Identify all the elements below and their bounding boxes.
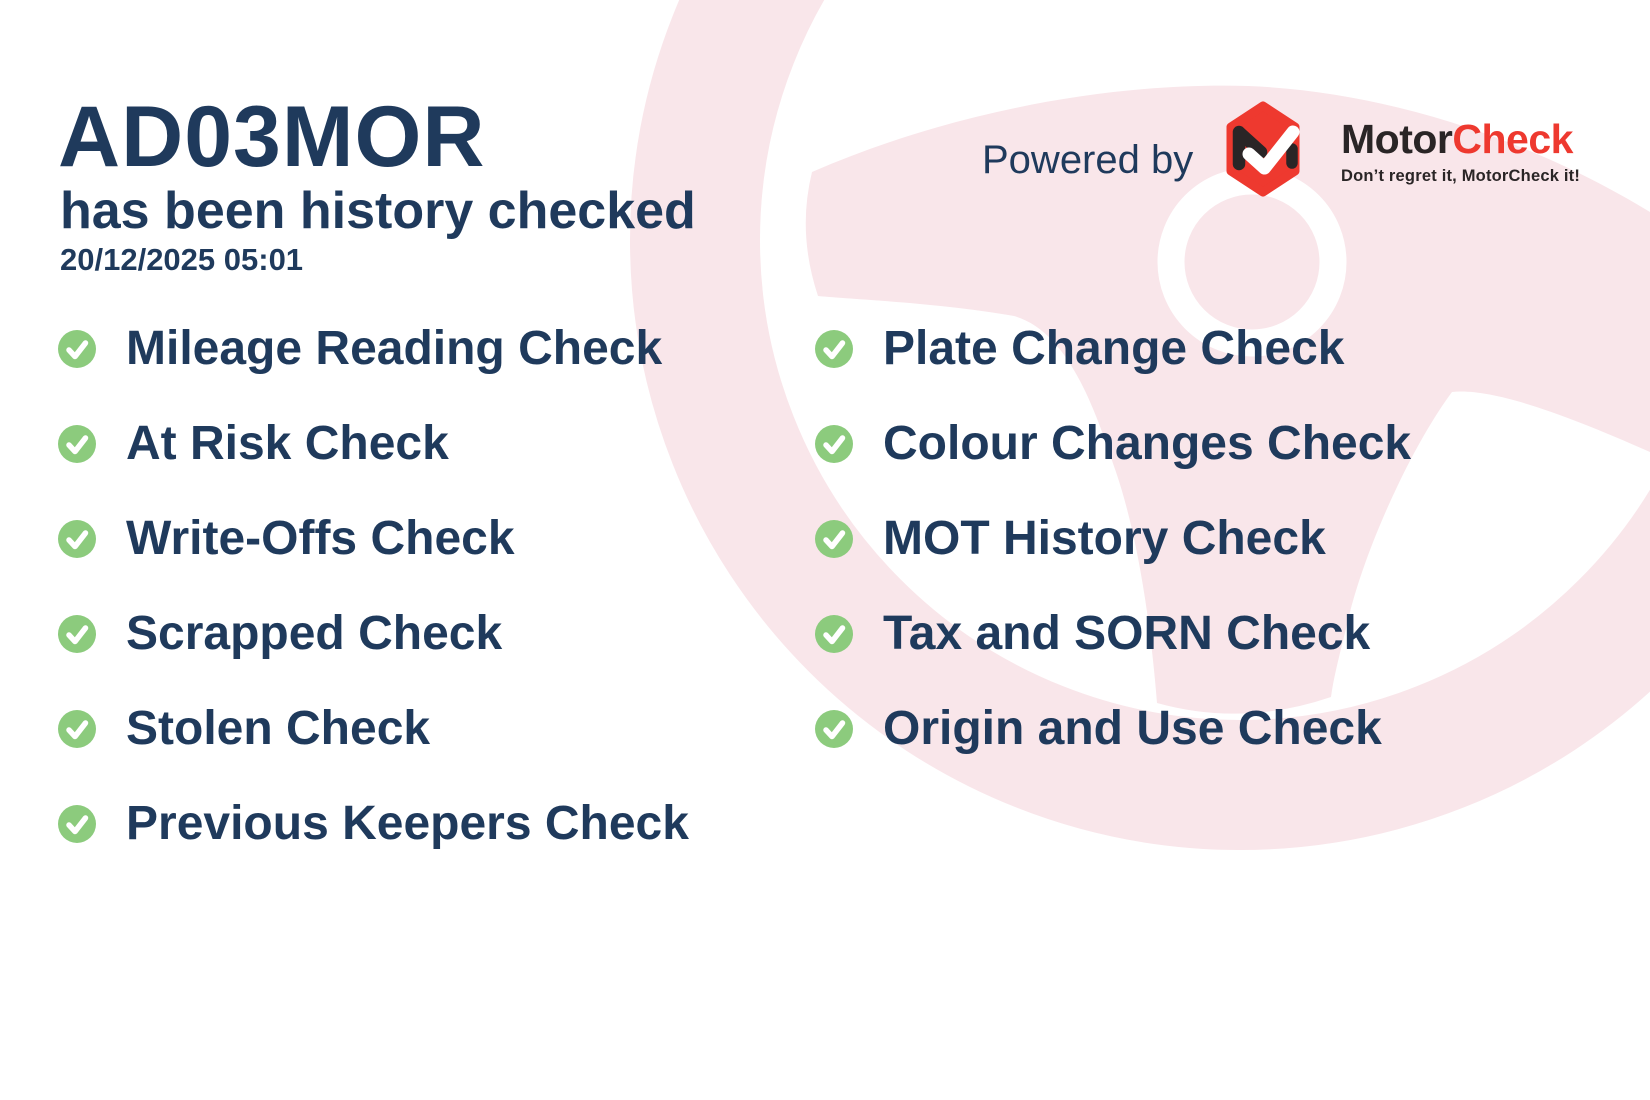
check-list-right [815,322,1412,800]
check-item [815,512,1411,565]
check-circle-icon [815,520,853,558]
check-item-label: MOT History Check [883,512,1326,565]
check-item-label: Origin and Use Check [883,702,1382,755]
check-item-label: Mileage Reading Check [126,322,663,375]
check-circle-icon [58,330,96,368]
check-circle-icon [815,425,853,463]
check-item-label: Scrapped Check [126,607,503,660]
check-item [815,702,1411,755]
check-item-label: Colour Changes Check [883,417,1412,470]
check-item [58,607,689,660]
motorcheck-logo-icon [1225,100,1301,198]
check-item-label: Previous Keepers Check [126,797,689,850]
brand-name-check: Check [1452,116,1573,162]
check-circle-icon [815,615,853,653]
check-circle-icon [815,330,853,368]
check-item [815,417,1412,470]
check-item [815,322,1411,375]
check-item-label: At Risk Check [126,417,449,470]
check-circle-icon [58,710,96,748]
check-item [58,417,689,470]
page-subtitle: has been history checked [60,182,696,240]
check-item [58,797,689,850]
brand-name [1341,116,1580,162]
brand-name-motor: Motor [1341,116,1453,162]
check-item-label: Tax and SORN Check [883,607,1371,660]
brand-tagline: Don’t regret it, MotorCheck it! [1341,167,1581,185]
check-timestamp: 20/12/2025 05:01 [60,242,304,277]
powered-by-label: Powered by [982,138,1194,182]
check-circle-icon [58,520,96,558]
check-item [815,607,1411,660]
check-circle-icon [815,710,853,748]
check-item [58,322,689,375]
check-item-label: Write-Offs Check [126,512,515,565]
brand-block [1341,116,1581,186]
check-item-label: Plate Change Check [883,322,1345,375]
registration-plate: AD03MOR [58,89,486,185]
check-item [58,512,689,565]
check-circle-icon [58,425,96,463]
check-item [58,702,689,755]
check-circle-icon [58,615,96,653]
check-list-left [58,322,689,895]
check-circle-icon [58,805,96,843]
check-item-label: Stolen Check [126,702,431,755]
